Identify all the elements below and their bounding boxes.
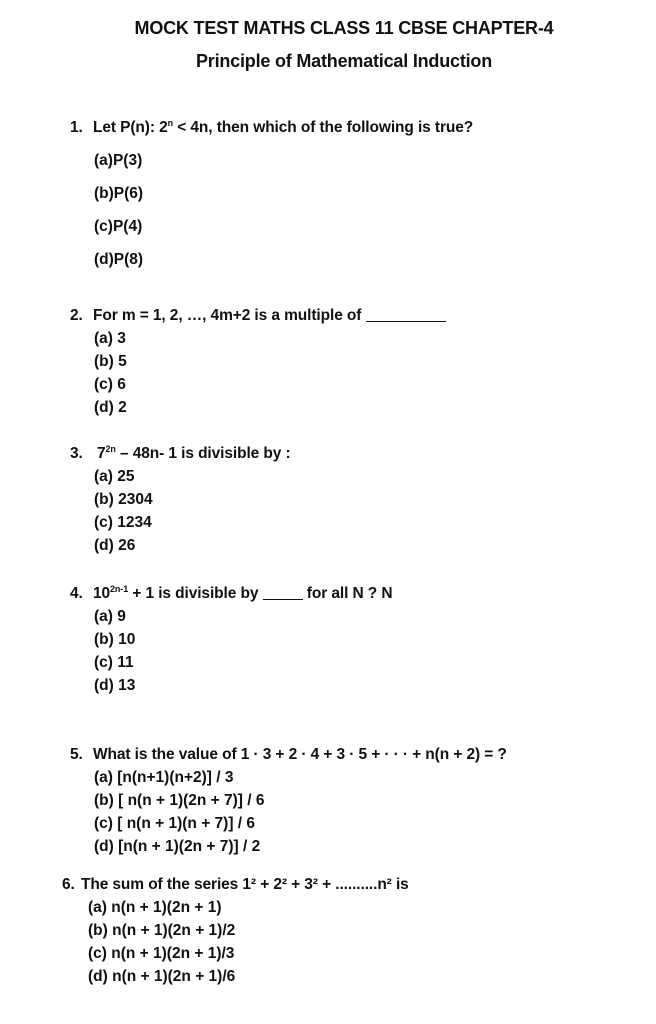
question-number: 3. [70, 445, 83, 462]
document-title: MOCK TEST MATHS CLASS 11 CBSE CHAPTER-4 [134, 18, 554, 38]
question-text-tail: < 4n, then which of the following is true? [173, 119, 474, 136]
option-2d: (d) 2 [94, 399, 127, 416]
question-3 [70, 445, 291, 463]
question-text: What is the value of 1 · 3 + 2 · 4 + 3 · 5 + · · · + n(n + 2) = ? [92, 746, 507, 763]
document-subtitle: Principle of Mathematical Induction [195, 51, 493, 71]
option-3a: (a) 25 [94, 468, 135, 485]
option-4c: (c) 11 [94, 654, 134, 671]
question-2 [70, 307, 446, 325]
option-2c: (c) 6 [94, 376, 126, 393]
option-6c: (c) n(n + 1)(2n + 1)/3 [88, 945, 235, 962]
question-text-middle: + 1 is divisible by [128, 585, 263, 602]
option-5d: (d) [n(n + 1)(2n + 7)] / 2 [94, 838, 261, 855]
option-2b: (b) 5 [94, 353, 127, 370]
question-6 [62, 876, 409, 894]
question-text: For m = 1, 2, …, 4m+2 is a multiple of [92, 307, 366, 324]
option-6a: (a) n(n + 1)(2n + 1) [88, 899, 222, 916]
question-number: 4. [70, 585, 83, 602]
question-number: 5. [70, 746, 83, 763]
option-4b: (b) 10 [94, 631, 136, 648]
option-5b: (b) [ n(n + 1)(2n + 7)] / 6 [94, 792, 265, 809]
option-2a: (a) 3 [94, 330, 126, 347]
option-1a: (a)P(3) [94, 152, 143, 169]
question-number: 2. [70, 307, 83, 324]
question-1 [70, 119, 473, 137]
option-4a: (a) 9 [94, 608, 126, 625]
answer-blank [263, 599, 303, 600]
answer-blank [366, 321, 446, 322]
option-5a: (a) [n(n+1)(n+2)] / 3 [94, 769, 234, 786]
option-6b: (b) n(n + 1)(2n + 1)/2 [88, 922, 236, 939]
question-text: Let P(n): 2 [92, 119, 168, 136]
option-3b: (b) 2304 [94, 491, 153, 508]
question-text: 7 [96, 445, 106, 462]
option-1d: (d)P(8) [94, 251, 144, 268]
question-text-tail: for all N ? N [302, 585, 393, 602]
option-5c: (c) [ n(n + 1)(n + 7)] / 6 [94, 815, 256, 832]
question-text: The sum of the series 1² + 2² + 3² + ..........n² is [80, 876, 409, 893]
question-5 [70, 746, 507, 764]
question-number: 6. [62, 876, 75, 893]
option-3d: (d) 26 [94, 537, 136, 554]
question-4 [70, 585, 392, 603]
option-6d: (d) n(n + 1)(2n + 1)/6 [88, 968, 236, 985]
question-superscript: 2n-1 [110, 584, 129, 594]
option-4d: (d) 13 [94, 677, 136, 694]
question-text: 10 [92, 585, 110, 602]
question-number: 1. [70, 119, 83, 136]
option-3c: (c) 1234 [94, 514, 152, 531]
option-1c: (c)P(4) [94, 218, 143, 235]
option-1b: (b)P(6) [94, 185, 144, 202]
question-superscript: n [167, 118, 174, 128]
question-superscript: 2n [105, 444, 116, 454]
question-text-tail: – 48n- 1 is divisible by : [115, 445, 291, 462]
